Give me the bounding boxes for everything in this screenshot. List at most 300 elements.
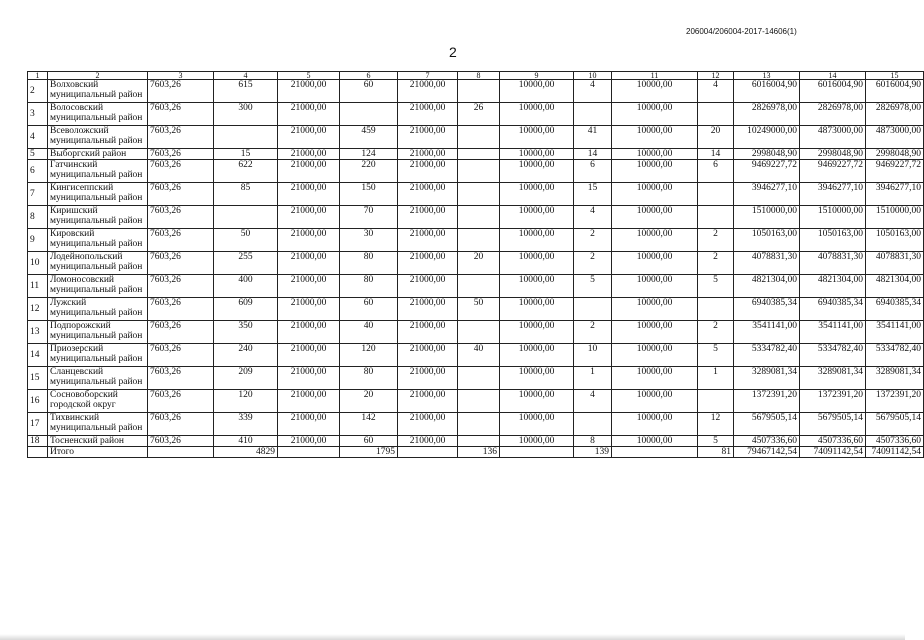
column-number-header: 10 xyxy=(574,72,612,80)
cell-col-9: 10000,00 xyxy=(500,344,574,367)
cell-col-4: 622 xyxy=(214,160,278,183)
cell-col-8 xyxy=(458,229,500,252)
cell-col-3: 7603,26 xyxy=(148,436,214,447)
cell-col-14: 5679505,14 xyxy=(800,413,866,436)
cell-col-14: 3541141,00 xyxy=(800,321,866,344)
cell-col-6 xyxy=(340,103,398,126)
data-table xyxy=(27,71,924,458)
cell-col-12: 5 xyxy=(698,275,734,298)
scan-edge-shadow xyxy=(0,634,905,640)
table-row xyxy=(28,103,924,126)
district-name: Волосовский муниципальный район xyxy=(48,103,148,126)
cell-col-13: 3541141,00 xyxy=(734,321,800,344)
cell-col-14: 4821304,00 xyxy=(800,275,866,298)
cell-col-15: 2998048,90 xyxy=(866,149,924,160)
cell-col-8 xyxy=(458,206,500,229)
cell-col-12: 20 xyxy=(698,126,734,149)
cell-col-15: 6940385,34 xyxy=(866,298,924,321)
cell-col-13: 4821304,00 xyxy=(734,275,800,298)
cell-col-3: 7603,26 xyxy=(148,344,214,367)
cell-col-13: 3946277,10 xyxy=(734,183,800,206)
cell-col-8 xyxy=(458,275,500,298)
cell-col-10: 15 xyxy=(574,183,612,206)
cell-col-4: 300 xyxy=(214,103,278,126)
cell-col-11: 10000,00 xyxy=(612,149,698,160)
cell-col-11: 10000,00 xyxy=(612,80,698,103)
cell-col-14: 6940385,34 xyxy=(800,298,866,321)
cell-col-3: 7603,26 xyxy=(148,252,214,275)
district-name: Сосновоборский городской округ xyxy=(48,390,148,413)
total-empty-cell xyxy=(278,447,340,458)
row-number: 16 xyxy=(28,390,48,413)
cell-col-10: 8 xyxy=(574,436,612,447)
cell-col-4: 209 xyxy=(214,367,278,390)
cell-col-5: 21000,00 xyxy=(278,229,340,252)
cell-col-6: 30 xyxy=(340,229,398,252)
table-row xyxy=(28,206,924,229)
document-id: 206004/206004-2017-14606(1) xyxy=(686,27,797,36)
cell-col-6: 124 xyxy=(340,149,398,160)
row-number: 6 xyxy=(28,160,48,183)
cell-col-12: 5 xyxy=(698,344,734,367)
cell-col-6: 80 xyxy=(340,367,398,390)
cell-col-7: 21000,00 xyxy=(398,229,458,252)
cell-col-3: 7603,26 xyxy=(148,390,214,413)
cell-col-11: 10000,00 xyxy=(612,413,698,436)
cell-col-15: 9469227,72 xyxy=(866,160,924,183)
cell-col-8: 50 xyxy=(458,298,500,321)
cell-col-6: 120 xyxy=(340,344,398,367)
cell-col-12: 6 xyxy=(698,160,734,183)
column-number-header: 14 xyxy=(800,72,866,80)
cell-col-9: 10000,00 xyxy=(500,149,574,160)
row-number: 10 xyxy=(28,252,48,275)
cell-col-12 xyxy=(698,103,734,126)
table-row xyxy=(28,344,924,367)
cell-col-15: 1372391,20 xyxy=(866,390,924,413)
cell-col-11: 10000,00 xyxy=(612,344,698,367)
cell-col-3: 7603,26 xyxy=(148,126,214,149)
cell-col-3: 7603,26 xyxy=(148,275,214,298)
column-number-header: 11 xyxy=(612,72,698,80)
cell-col-7: 21000,00 xyxy=(398,298,458,321)
cell-col-15: 3541141,00 xyxy=(866,321,924,344)
cell-col-7: 21000,00 xyxy=(398,126,458,149)
cell-col-7: 21000,00 xyxy=(398,206,458,229)
cell-col-10: 6 xyxy=(574,160,612,183)
cell-col-8: 26 xyxy=(458,103,500,126)
cell-col-15: 1050163,00 xyxy=(866,229,924,252)
cell-col-13: 4078831,30 xyxy=(734,252,800,275)
cell-col-4: 120 xyxy=(214,390,278,413)
table-row xyxy=(28,183,924,206)
cell-col-6: 150 xyxy=(340,183,398,206)
cell-col-11: 10000,00 xyxy=(612,160,698,183)
cell-col-11: 10000,00 xyxy=(612,252,698,275)
cell-col-15: 2826978,00 xyxy=(866,103,924,126)
cell-col-14: 9469227,72 xyxy=(800,160,866,183)
district-name: Ломоносовский муниципальный район xyxy=(48,275,148,298)
cell-col-9: 10000,00 xyxy=(500,229,574,252)
cell-col-5: 21000,00 xyxy=(278,126,340,149)
cell-col-4: 240 xyxy=(214,344,278,367)
table-row xyxy=(28,252,924,275)
cell-col-10: 14 xyxy=(574,149,612,160)
cell-col-14: 6016004,90 xyxy=(800,80,866,103)
cell-col-13: 2826978,00 xyxy=(734,103,800,126)
total-empty-cell xyxy=(612,447,698,458)
cell-col-13: 2998048,90 xyxy=(734,149,800,160)
district-name: Лужский муниципальный район xyxy=(48,298,148,321)
cell-col-13: 5334782,40 xyxy=(734,344,800,367)
cell-col-12: 12 xyxy=(698,413,734,436)
cell-col-12: 1 xyxy=(698,367,734,390)
cell-col-9: 10000,00 xyxy=(500,413,574,436)
cell-col-8 xyxy=(458,321,500,344)
district-name: Волховский муниципальный район xyxy=(48,80,148,103)
district-name: Приозерский муниципальный район xyxy=(48,344,148,367)
cell-col-4: 400 xyxy=(214,275,278,298)
cell-col-6: 20 xyxy=(340,390,398,413)
cell-col-4: 15 xyxy=(214,149,278,160)
column-number-header: 12 xyxy=(698,72,734,80)
cell-col-6: 220 xyxy=(340,160,398,183)
table-row xyxy=(28,367,924,390)
table-row xyxy=(28,126,924,149)
total-c6: 1795 xyxy=(340,447,398,458)
table-row xyxy=(28,80,924,103)
column-number-header: 3 xyxy=(148,72,214,80)
cell-col-11: 10000,00 xyxy=(612,229,698,252)
row-number: 8 xyxy=(28,206,48,229)
cell-col-4: 615 xyxy=(214,80,278,103)
cell-col-12 xyxy=(698,206,734,229)
cell-col-5: 21000,00 xyxy=(278,103,340,126)
district-name: Кингисеппский муниципальный район xyxy=(48,183,148,206)
row-number: 7 xyxy=(28,183,48,206)
cell-col-7: 21000,00 xyxy=(398,183,458,206)
cell-col-14: 1372391,20 xyxy=(800,390,866,413)
cell-col-5: 21000,00 xyxy=(278,275,340,298)
cell-col-4: 609 xyxy=(214,298,278,321)
district-name: Гатчинский муниципальный район xyxy=(48,160,148,183)
district-name: Подпорожский муниципальный район xyxy=(48,321,148,344)
total-c13: 79467142,54 xyxy=(734,447,800,458)
cell-col-10: 2 xyxy=(574,229,612,252)
table-row xyxy=(28,436,924,447)
cell-col-10 xyxy=(574,103,612,126)
district-name: Кировский муниципальный район xyxy=(48,229,148,252)
column-number-header: 15 xyxy=(866,72,924,80)
cell-col-9: 10000,00 xyxy=(500,321,574,344)
cell-col-12 xyxy=(698,390,734,413)
cell-col-9: 10000,00 xyxy=(500,160,574,183)
cell-col-11: 10000,00 xyxy=(612,436,698,447)
cell-col-5: 21000,00 xyxy=(278,206,340,229)
cell-col-15: 5679505,14 xyxy=(866,413,924,436)
cell-col-5: 21000,00 xyxy=(278,149,340,160)
cell-col-9: 10000,00 xyxy=(500,298,574,321)
cell-col-12: 4 xyxy=(698,80,734,103)
cell-col-10: 2 xyxy=(574,321,612,344)
cell-col-5: 21000,00 xyxy=(278,436,340,447)
cell-col-6: 60 xyxy=(340,298,398,321)
row-number: 17 xyxy=(28,413,48,436)
cell-col-13: 6940385,34 xyxy=(734,298,800,321)
cell-col-4: 339 xyxy=(214,413,278,436)
total-c12: 81 xyxy=(698,447,734,458)
cell-col-15: 4873000,00 xyxy=(866,126,924,149)
cell-col-9: 10000,00 xyxy=(500,367,574,390)
cell-col-7: 21000,00 xyxy=(398,149,458,160)
district-name: Тосненский район xyxy=(48,436,148,447)
cell-col-12: 2 xyxy=(698,252,734,275)
total-c10: 139 xyxy=(574,447,612,458)
cell-col-6: 60 xyxy=(340,436,398,447)
cell-col-8 xyxy=(458,367,500,390)
district-name: Всеволожский муниципальный район xyxy=(48,126,148,149)
cell-col-3: 7603,26 xyxy=(148,298,214,321)
cell-col-15: 4507336,60 xyxy=(866,436,924,447)
cell-col-11: 10000,00 xyxy=(612,126,698,149)
cell-col-12 xyxy=(698,183,734,206)
cell-col-13: 10249000,00 xyxy=(734,126,800,149)
header-row xyxy=(28,72,924,80)
cell-col-5: 21000,00 xyxy=(278,298,340,321)
cell-col-15: 1510000,00 xyxy=(866,206,924,229)
cell-col-11: 10000,00 xyxy=(612,183,698,206)
cell-col-9: 10000,00 xyxy=(500,436,574,447)
table-row xyxy=(28,275,924,298)
cell-col-13: 3289081,34 xyxy=(734,367,800,390)
cell-col-3: 7603,26 xyxy=(148,183,214,206)
cell-col-4: 50 xyxy=(214,229,278,252)
cell-col-13: 6016004,90 xyxy=(734,80,800,103)
cell-col-7: 21000,00 xyxy=(398,390,458,413)
cell-col-7: 21000,00 xyxy=(398,367,458,390)
cell-col-4: 255 xyxy=(214,252,278,275)
cell-col-8: 20 xyxy=(458,252,500,275)
cell-col-13: 4507336,60 xyxy=(734,436,800,447)
cell-col-5: 21000,00 xyxy=(278,160,340,183)
cell-col-9: 10000,00 xyxy=(500,206,574,229)
cell-col-14: 4507336,60 xyxy=(800,436,866,447)
column-number-header: 5 xyxy=(278,72,340,80)
cell-col-12: 14 xyxy=(698,149,734,160)
cell-col-8 xyxy=(458,80,500,103)
total-empty-cell xyxy=(28,447,48,458)
cell-col-12: 5 xyxy=(698,436,734,447)
cell-col-10: 4 xyxy=(574,206,612,229)
column-number-header: 6 xyxy=(340,72,398,80)
cell-col-5: 21000,00 xyxy=(278,183,340,206)
cell-col-11: 10000,00 xyxy=(612,103,698,126)
cell-col-13: 1510000,00 xyxy=(734,206,800,229)
cell-col-6: 142 xyxy=(340,413,398,436)
cell-col-13: 5679505,14 xyxy=(734,413,800,436)
cell-col-7: 21000,00 xyxy=(398,344,458,367)
cell-col-10 xyxy=(574,413,612,436)
cell-col-14: 3289081,34 xyxy=(800,367,866,390)
total-row xyxy=(28,447,924,458)
table-row xyxy=(28,149,924,160)
column-number-header: 9 xyxy=(500,72,574,80)
cell-col-5: 21000,00 xyxy=(278,252,340,275)
cell-col-8: 40 xyxy=(458,344,500,367)
cell-col-6: 60 xyxy=(340,80,398,103)
cell-col-6: 80 xyxy=(340,275,398,298)
cell-col-9: 10000,00 xyxy=(500,390,574,413)
cell-col-9: 10000,00 xyxy=(500,80,574,103)
district-name: Выборгский район xyxy=(48,149,148,160)
column-number-header: 8 xyxy=(458,72,500,80)
cell-col-15: 3946277,10 xyxy=(866,183,924,206)
cell-col-5: 21000,00 xyxy=(278,321,340,344)
cell-col-10: 5 xyxy=(574,275,612,298)
cell-col-14: 2826978,00 xyxy=(800,103,866,126)
cell-col-6: 70 xyxy=(340,206,398,229)
cell-col-3: 7603,26 xyxy=(148,80,214,103)
cell-col-7: 21000,00 xyxy=(398,103,458,126)
cell-col-3: 7603,26 xyxy=(148,229,214,252)
cell-col-7: 21000,00 xyxy=(398,321,458,344)
cell-col-8 xyxy=(458,436,500,447)
cell-col-4 xyxy=(214,206,278,229)
cell-col-7: 21000,00 xyxy=(398,413,458,436)
cell-col-8 xyxy=(458,126,500,149)
cell-col-3: 7603,26 xyxy=(148,149,214,160)
cell-col-3: 7603,26 xyxy=(148,367,214,390)
cell-col-9: 10000,00 xyxy=(500,252,574,275)
total-c4: 4829 xyxy=(214,447,278,458)
cell-col-8 xyxy=(458,413,500,436)
total-c15: 74091142,54 xyxy=(866,447,924,458)
cell-col-14: 1050163,00 xyxy=(800,229,866,252)
cell-col-14: 3946277,10 xyxy=(800,183,866,206)
cell-col-14: 2998048,90 xyxy=(800,149,866,160)
cell-col-4: 410 xyxy=(214,436,278,447)
total-empty-cell xyxy=(148,447,214,458)
total-c8: 136 xyxy=(458,447,500,458)
cell-col-14: 4873000,00 xyxy=(800,126,866,149)
cell-col-8 xyxy=(458,149,500,160)
cell-col-5: 21000,00 xyxy=(278,390,340,413)
table-row xyxy=(28,298,924,321)
cell-col-7: 21000,00 xyxy=(398,275,458,298)
row-number: 11 xyxy=(28,275,48,298)
row-number: 13 xyxy=(28,321,48,344)
total-c14: 74091142,54 xyxy=(800,447,866,458)
district-name: Киришский муниципальный район xyxy=(48,206,148,229)
cell-col-8 xyxy=(458,183,500,206)
cell-col-9: 10000,00 xyxy=(500,103,574,126)
district-name: Лодейнопольский муниципальный район xyxy=(48,252,148,275)
cell-col-5: 21000,00 xyxy=(278,80,340,103)
table-row xyxy=(28,321,924,344)
district-name: Тихвинский муниципальный район xyxy=(48,413,148,436)
cell-col-10 xyxy=(574,298,612,321)
cell-col-11: 10000,00 xyxy=(612,206,698,229)
cell-col-14: 4078831,30 xyxy=(800,252,866,275)
cell-col-13: 9469227,72 xyxy=(734,160,800,183)
cell-col-15: 4078831,30 xyxy=(866,252,924,275)
cell-col-10: 4 xyxy=(574,390,612,413)
table-row xyxy=(28,160,924,183)
cell-col-8 xyxy=(458,390,500,413)
table-row xyxy=(28,229,924,252)
cell-col-11: 10000,00 xyxy=(612,367,698,390)
page-number: 2 xyxy=(449,44,457,60)
cell-col-3: 7603,26 xyxy=(148,413,214,436)
cell-col-11: 10000,00 xyxy=(612,275,698,298)
cell-col-15: 6016004,90 xyxy=(866,80,924,103)
cell-col-14: 5334782,40 xyxy=(800,344,866,367)
cell-col-10: 41 xyxy=(574,126,612,149)
cell-col-9: 10000,00 xyxy=(500,126,574,149)
row-number: 18 xyxy=(28,436,48,447)
cell-col-6: 80 xyxy=(340,252,398,275)
total-label: Итого xyxy=(48,447,148,458)
cell-col-4: 350 xyxy=(214,321,278,344)
cell-col-12: 2 xyxy=(698,321,734,344)
cell-col-15: 5334782,40 xyxy=(866,344,924,367)
cell-col-10: 4 xyxy=(574,80,612,103)
row-number: 2 xyxy=(28,80,48,103)
row-number: 4 xyxy=(28,126,48,149)
cell-col-11: 10000,00 xyxy=(612,321,698,344)
column-number-header: 13 xyxy=(734,72,800,80)
cell-col-5: 21000,00 xyxy=(278,367,340,390)
cell-col-10: 1 xyxy=(574,367,612,390)
cell-col-11: 10000,00 xyxy=(612,390,698,413)
row-number: 9 xyxy=(28,229,48,252)
cell-col-5: 21000,00 xyxy=(278,344,340,367)
cell-col-15: 4821304,00 xyxy=(866,275,924,298)
table-row xyxy=(28,390,924,413)
cell-col-13: 1372391,20 xyxy=(734,390,800,413)
cell-col-6: 40 xyxy=(340,321,398,344)
cell-col-7: 21000,00 xyxy=(398,160,458,183)
cell-col-10: 10 xyxy=(574,344,612,367)
cell-col-14: 1510000,00 xyxy=(800,206,866,229)
cell-col-3: 7603,26 xyxy=(148,321,214,344)
row-number: 3 xyxy=(28,103,48,126)
row-number: 12 xyxy=(28,298,48,321)
row-number: 5 xyxy=(28,149,48,160)
cell-col-7: 21000,00 xyxy=(398,436,458,447)
cell-col-3: 7603,26 xyxy=(148,206,214,229)
cell-col-4 xyxy=(214,126,278,149)
cell-col-3: 7603,26 xyxy=(148,103,214,126)
cell-col-9: 10000,00 xyxy=(500,183,574,206)
column-number-header: 4 xyxy=(214,72,278,80)
cell-col-8 xyxy=(458,160,500,183)
district-name: Сланцевский муниципальный район xyxy=(48,367,148,390)
cell-col-6: 459 xyxy=(340,126,398,149)
row-number: 15 xyxy=(28,367,48,390)
table-row xyxy=(28,413,924,436)
cell-col-7: 21000,00 xyxy=(398,80,458,103)
column-number-header: 1 xyxy=(28,72,48,80)
cell-col-11: 10000,00 xyxy=(612,298,698,321)
total-empty-cell xyxy=(500,447,574,458)
cell-col-9: 10000,00 xyxy=(500,275,574,298)
total-empty-cell xyxy=(398,447,458,458)
cell-col-4: 85 xyxy=(214,183,278,206)
cell-col-7: 21000,00 xyxy=(398,252,458,275)
cell-col-15: 3289081,34 xyxy=(866,367,924,390)
cell-col-12 xyxy=(698,298,734,321)
